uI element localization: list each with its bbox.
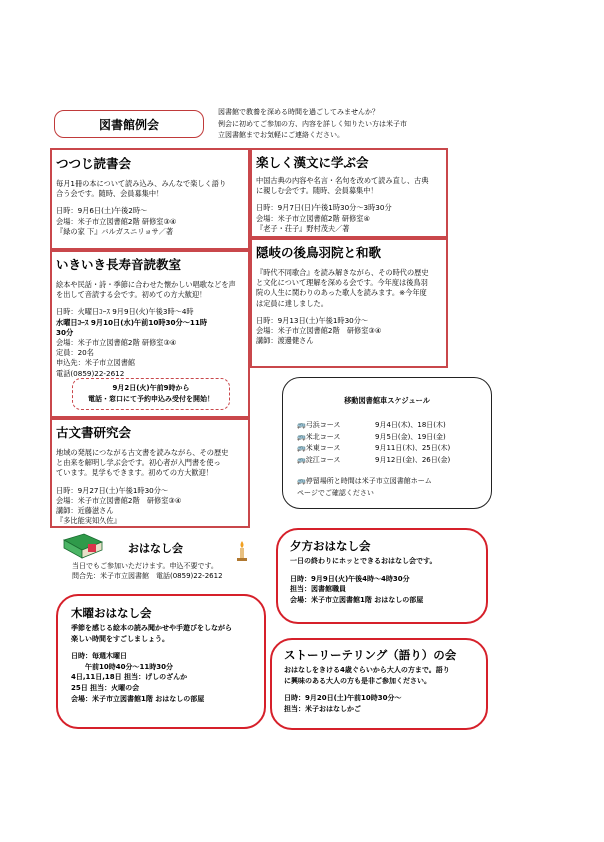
- bus-icon: 🚌: [297, 455, 306, 464]
- bus-icon: 🚌: [297, 432, 306, 441]
- bus-schedule: 移動図書館車スケジュール 🚌弓浜コース 9月4日(木)、18日(木) 🚌米北コース 9月5日(金)、19日(金) 🚌米東コース 9月11日(木)、25日(木) 🚌淀江コース 9月12日(金)、26日(金) 🚌停留場所と時間は米子市立図書館ホーム ページでご確認ください: [282, 377, 492, 509]
- section-title: ストーリーテリング（語り）の会: [284, 648, 457, 662]
- section-title: 楽しく漢文に学ぶ会: [256, 155, 369, 170]
- section-title: 古文書研究会: [56, 425, 132, 440]
- section-yugata: 夕方おはなし会 一日の終わりにホッとできるおはなし会です。 日時：9月9日(火)午後4時～4時30分 担当：図書館職員 会場：米子市立図書館1階 おはなしの部屋: [276, 528, 488, 624]
- section-kanbun: 楽しく漢文に学ぶ会 中国古典の内容や名言・名句を改めて読み直し、古典 に親しむ会です。随時、会員募集中！ 日時：9月7日(日)午後1時30分～3時30分 会場：米子市立図書館2階 研修室④ 『老子・荘子』野村茂夫／著: [250, 148, 448, 238]
- section-title: 隠岐の後鳥羽院と和歌: [256, 245, 382, 260]
- bus-icon: 🚌: [297, 444, 306, 452]
- bus-icon: 🚌: [297, 421, 306, 429]
- reservation-notice: 9月2日(火)午前9時から 電話・窓口にて予約申込み受付を開始！: [72, 378, 230, 410]
- bus-row: 🚌淀江コース 9月12日(金)、26日(金): [297, 455, 451, 464]
- section-storytelling: ストーリーテリング（語り）の会 おはなしをきける4歳ぐらいから大人の方まで。語り に興味のある大人の方も是非ご参加ください。 日時：9月20日(土)午前10時30分～ 担当：米子おはなしかご: [270, 638, 488, 730]
- page-title-text: 図書館例会: [98, 117, 159, 132]
- bus-icon: 🚌: [297, 477, 306, 485]
- section-title: いきいき長寿音読教室: [56, 257, 182, 272]
- section-title: つつじ読書会: [56, 156, 132, 171]
- bus-row: 🚌弓浜コース 9月4日(木)、18日(木): [297, 421, 446, 429]
- bus-schedule-title: 移動図書館車スケジュール: [344, 396, 430, 405]
- bus-row: 🚌米東コース 9月11日(木)、25日(木): [297, 444, 451, 452]
- section-oki: 隠岐の後鳥羽院と和歌 『時代不同歌合』を読み解きながら、その時代の歴史 と文化について理解を深める会です。今年度は後鳥羽 院の人生に関わりのあった歌人を読みます。※今年度 は定員に達しました。 日時：9月13日(土)午後1時30分～ 会場：米子市立図書館2階 研修室③④ 講師：渡邊健さん: [250, 238, 448, 368]
- bus-row: 🚌米北コース 9月5日(金)、19日(金): [297, 432, 446, 441]
- section-title: 木曜おはなし会: [71, 606, 152, 620]
- page-title: [54, 110, 204, 138]
- section-title: 夕方おはなし会: [290, 539, 371, 553]
- intro-text: 図書館で教養を深める時間を過ごしてみませんか？ 例会に初めてご参加の方、内容を詳しく知りたい方は米子市 立図書館までお気軽にご連絡ください。: [218, 108, 407, 139]
- candle-icon: [236, 540, 248, 562]
- ohanashi-info: 当日でもご参加いただけます。申込不要です。 問合先：米子市立図書館 電話(0859)22-2612: [72, 562, 223, 581]
- ohanashi-title: おはなし会: [128, 542, 183, 555]
- section-kobunsho: 古文書研究会 地域の発展につながる古文書を読みながら、その歴史 と由来を解明し学ぶ会です。初心者が入門書を使っ ています。見学もできます。初めての方大歓迎！ 日時：9月27日(土)午後1時30分～ 会場：米子市立図書館2階 研修室③④ 講師：近藤滋さん 『多比能実知久佐』: [50, 418, 250, 528]
- section-mokuyou: 木曜おはなし会 季節を感じる絵本の読み聞かせや手遊びをしながら 楽しい時間をすごしましょう。 日時：毎週木曜日 午前10時40分～11時30分 4日,11日,18日 担当：げしのざんか 25日 担当：火曜の会 会場：米子市立図書館1階 おはなしの部屋: [56, 594, 266, 729]
- section-tsutsuji: つつじ読書会 毎月1冊の本について読み込み、みんなで楽しく語り 合う会です。随時、会員募集中！ 日時：9月6日(土)午後2時～ 会場：米子市立図書館2階 研修室③④ 『緑の家 下』バルガスニリョサ／著: [50, 148, 250, 250]
- book-illustration: [62, 532, 106, 562]
- section-ikiiki: いきいき長寿音読教室 絵本や民話・詩・季節に合わせた懐かしい唱歌などを声 を出して音読する会です。初めての方大歓迎！ 日時：火曜日ｺｰｽ 9月9日(火)午後3時～4時 水曜日ｺｰｽ 9月10日(水)午前10時30分～11時 30分 会場：米子市立図書館2階 研修室③④ 定員：20名 申込先：米子市立図書館 電話(0859)22-2612: [50, 250, 250, 418]
